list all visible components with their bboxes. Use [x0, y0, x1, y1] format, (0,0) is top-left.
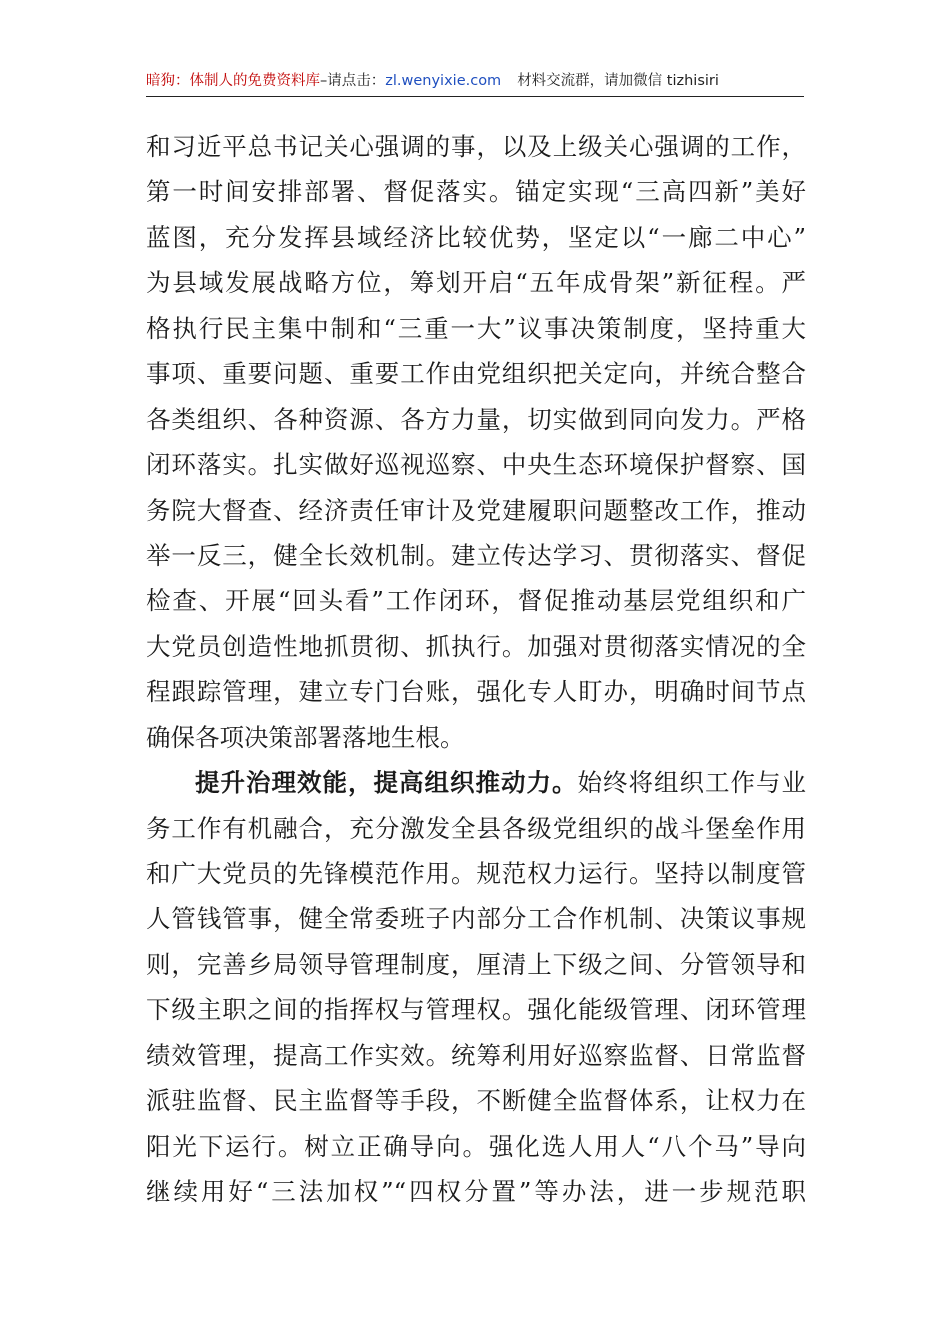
paragraph-line: 确保各项决策部署落地生根。 [146, 722, 465, 752]
paragraph-line: 闭环落实。扎实做好巡视巡察、中央生态环境保护督察、国 [146, 450, 806, 480]
section-heading: 提升治理效能，提高组织推动力。 [195, 768, 578, 798]
paragraph-line: 继续用好“三法加权”“四权分置”等办法，进一步规范职 [146, 1177, 806, 1207]
paragraph-line: 程跟踪管理，建立专门台账，强化专人盯办，明确时间节点 [146, 677, 806, 707]
header-click-prefix: –请点击： [320, 73, 386, 89]
paragraph-line: 务工作有机融合，充分激发全县各级党组织的战斗堡垒作用 [146, 813, 806, 843]
paragraph-line: 务院大督查、经济责任审计及党建履职问题整改工作，推动 [146, 495, 806, 525]
document-body [146, 124, 806, 1215]
paragraph-line: 绩效管理，提高工作实效。统筹利用好巡察监督、日常监督 [146, 1040, 806, 1070]
page-header [146, 68, 804, 97]
header-brand: 暗狗：体制人的免费资料库 [146, 73, 320, 89]
paragraph-line: 格执行民主集中制和“三重一大”议事决策制度，坚持重大 [146, 313, 806, 343]
paragraph-first-line [146, 760, 806, 805]
paragraph-line: 人管钱管事，健全常委班子内部分工合作机制、决策议事规 [146, 904, 806, 934]
paragraph-line: 下级主职之间的指挥权与管理权。强化能级管理、闭环管理 [146, 995, 806, 1025]
paragraph-line: 为县域发展战略方位，筹划开启“五年成骨架”新征程。严 [146, 268, 806, 298]
paragraph-2 [146, 760, 806, 1214]
paragraph-line: 和广大党员的先锋模范作用。规范权力运行。坚持以制度管 [146, 859, 806, 888]
paragraph-line: 第一时间安排部署、督促落实。锚定实现“三高四新”美好 [146, 177, 806, 207]
paragraph-line: 则，完善乡局领导管理制度，厘清上下级之间、分管领导和 [146, 949, 806, 979]
paragraph-line: 事项、重要问题、重要工作由党组织把关定向，并统合整合 [146, 359, 806, 389]
header-url-link[interactable]: zl.wenyixie.com [385, 73, 502, 89]
header-group-text: 材料交流群，请加微信 tizhisiri [517, 73, 719, 89]
paragraph-line-rest: 始终将组织工作与业 [577, 768, 806, 798]
paragraph-1 [146, 124, 806, 760]
paragraph-line: 大党员创造性地抓贯彻、抓执行。加强对贯彻落实情况的全 [146, 631, 806, 661]
paragraph-line: 举一反三，健全长效机制。建立传达学习、贯彻落实、督促 [146, 540, 806, 570]
paragraph-line: 阳光下运行。树立正确导向。强化选人用人“八个马”导向 [146, 1131, 806, 1161]
paragraph-line: 检查、开展“回头看”工作闭环，督促推动基层党组织和广 [146, 586, 806, 616]
paragraph-line: 派驻监督、民主监督等手段，不断健全监督体系，让权力在 [146, 1086, 806, 1116]
paragraph-line: 各类组织、各种资源、各方力量，切实做到同向发力。严格 [146, 404, 806, 434]
paragraph-line: 蓝图，充分发挥县域经济比较优势，坚定以“一廊二中心” [146, 222, 806, 252]
paragraph-line: 和习近平总书记关心强调的事，以及上级关心强调的工作， [146, 132, 806, 161]
